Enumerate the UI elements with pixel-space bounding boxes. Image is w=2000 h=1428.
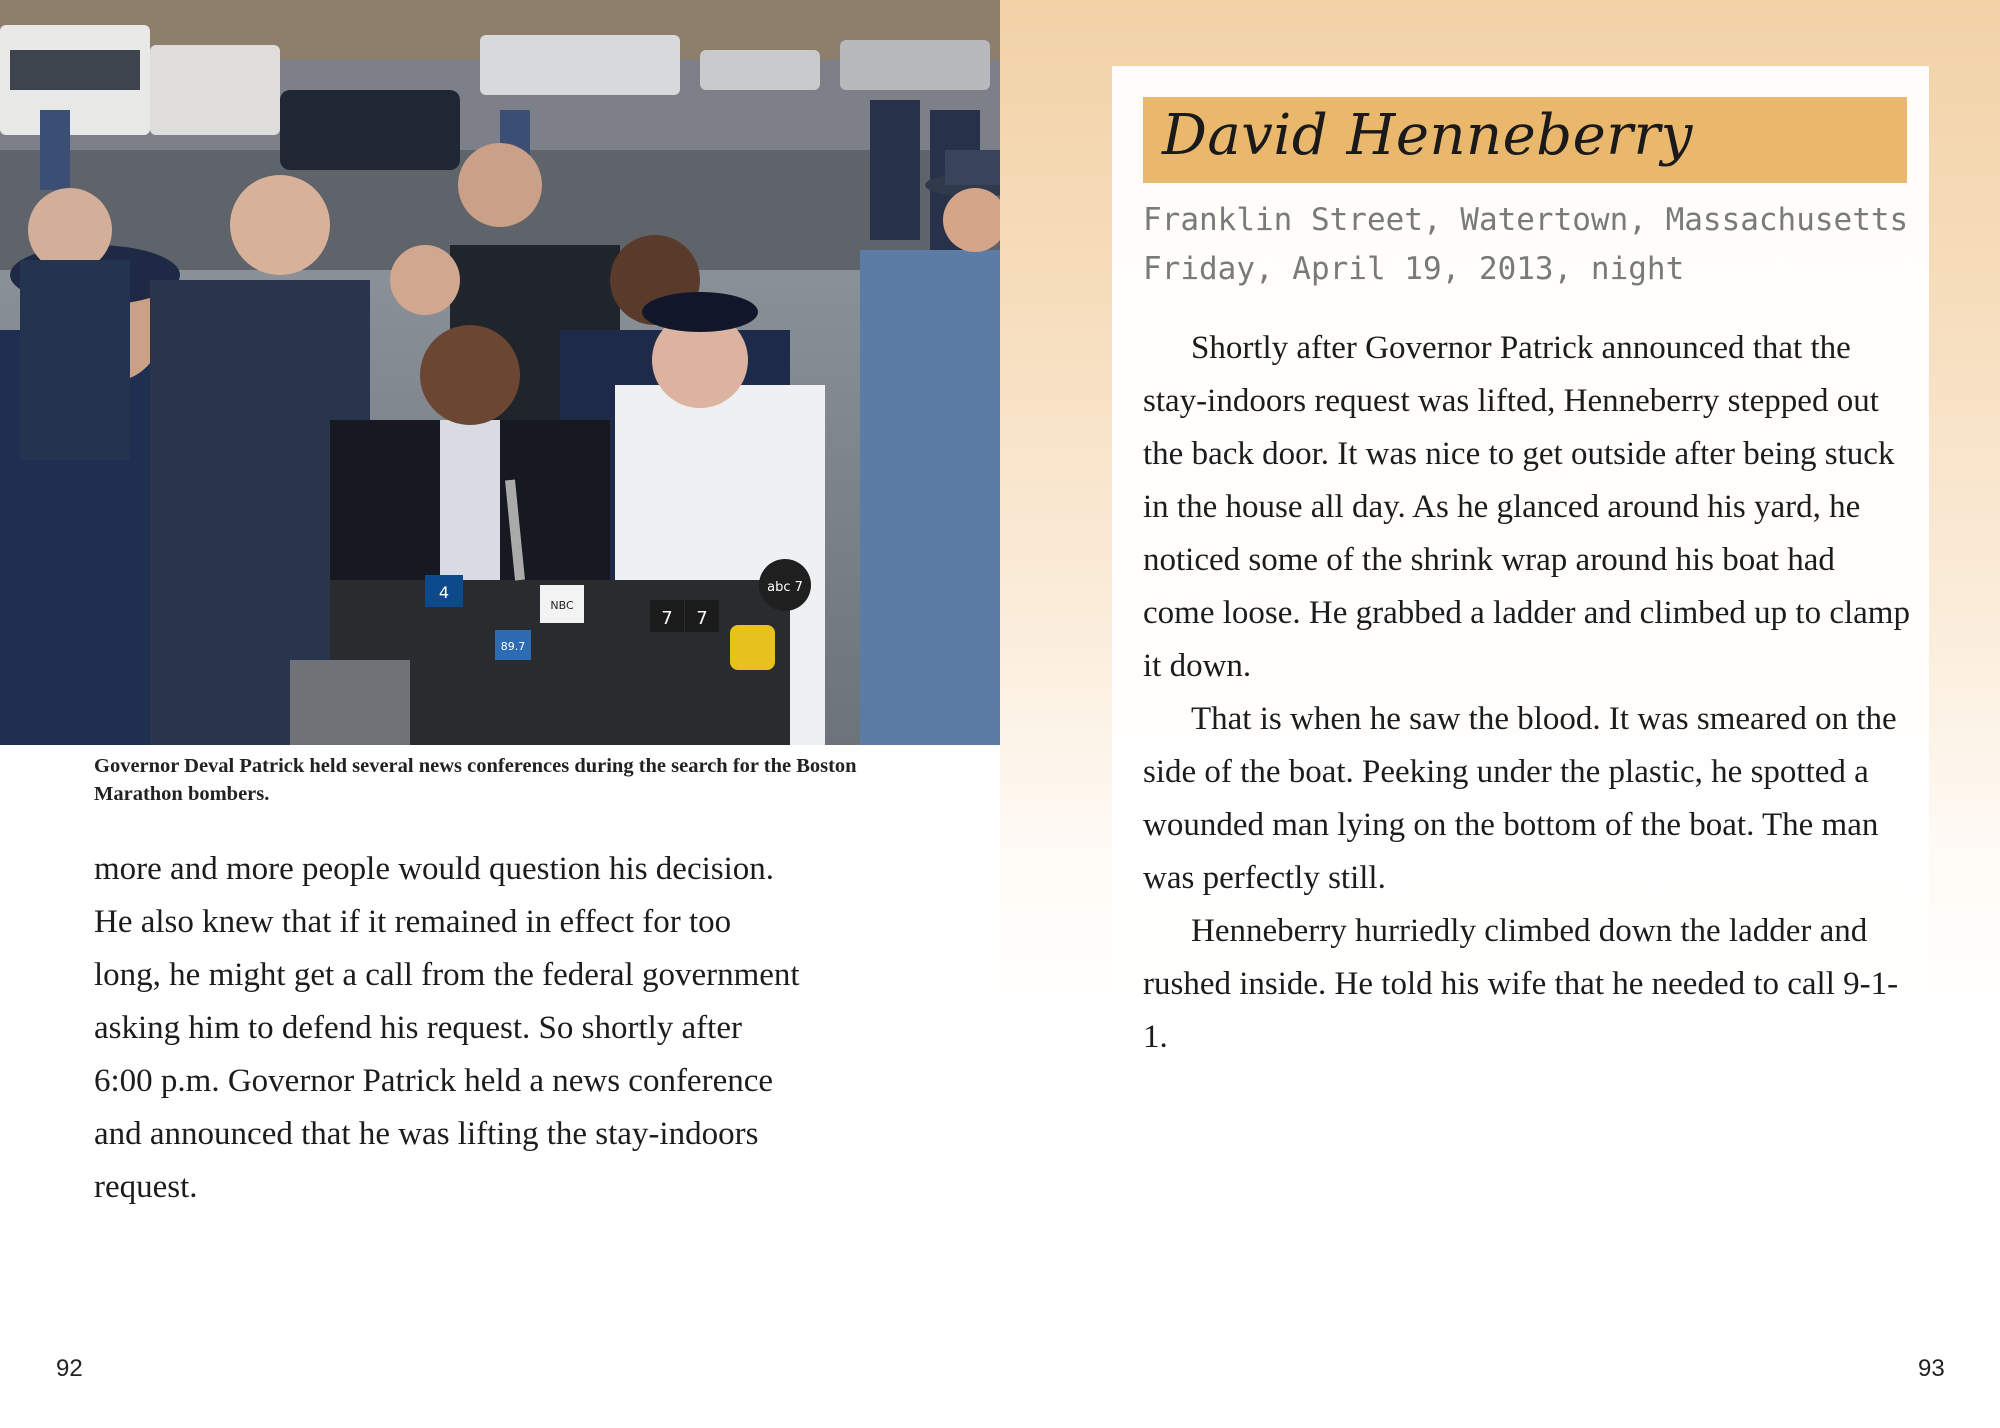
mic-flag-7b: 7: [696, 608, 708, 629]
mic-flag-897: 89.7: [500, 640, 526, 653]
left-body-line: more and more people would question his decision.: [94, 851, 775, 887]
paragraph: Henneberry hurriedly climbed down the ladder and rushed inside. He told his wife that he needed to call 9-1-1.: [1143, 913, 1899, 1055]
left-body-line: long, he might get a call from the federal government: [94, 957, 800, 993]
left-body-line: request.: [94, 1169, 198, 1205]
right-page-number: 93: [1918, 1355, 1945, 1382]
left-body-line: asking him to defend his request. So shortly after: [94, 1010, 742, 1046]
right-body-text: [1143, 322, 1911, 1064]
dateline-date: Friday, April 19, 2013, night: [1143, 251, 1685, 287]
left-page-number: 92: [56, 1355, 83, 1382]
paragraph: Shortly after Governor Patrick announced that the stay-indoors request was lifted, Henneberry stepped out the back door. It was nice to get outside after being stuck in the house all day. As he glanced around his yard, he noticed some of the shrink wrap around his boat had come loose. He grabbed a ladder and climbed up to clamp it down.: [1143, 330, 1910, 684]
left-body-line: and announced that he was lifting the stay-indoors: [94, 1116, 759, 1152]
left-body-text: [94, 843, 894, 1214]
left-body-line: 6:00 p.m. Governor Patrick held a news conference: [94, 1063, 774, 1099]
paragraph: That is when he saw the blood. It was smeared on the side of the boat. Peeking under the plastic, he spotted a wounded man lying on the bottom of the boat. The man was perfectly still.: [1143, 701, 1897, 896]
mic-flag-abc: abc 7: [767, 580, 803, 595]
section-title: David Henneberry: [1162, 103, 1693, 168]
press-conference-photo: [0, 0, 1000, 745]
mic-flag-7a: 7: [661, 608, 673, 629]
mic-flag-nbc: NBC: [550, 599, 574, 612]
mic-flag-4: 4: [438, 583, 450, 602]
photo-caption: Governor Deval Patrick held several news conferences during the search for the Boston Marathon bombers.: [94, 755, 857, 805]
left-body-line: He also knew that if it remained in effect for too: [94, 904, 732, 940]
dateline-location: Franklin Street, Watertown, Massachusetts: [1143, 202, 1909, 238]
